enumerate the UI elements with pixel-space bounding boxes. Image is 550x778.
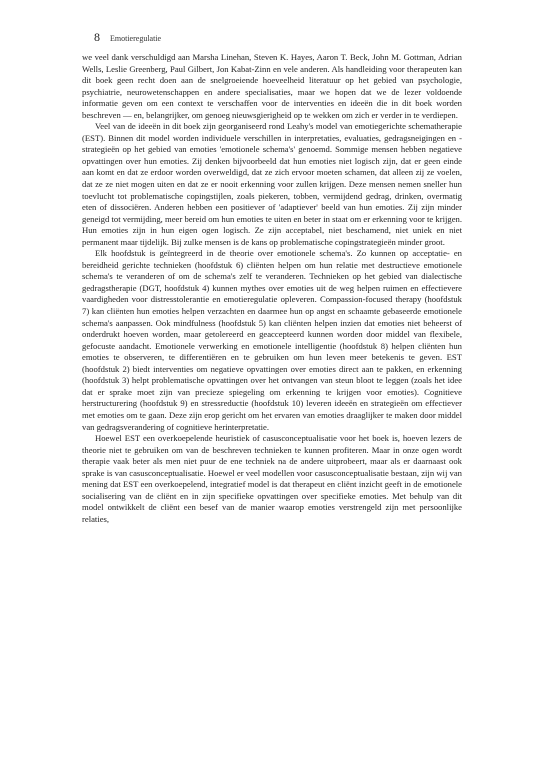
paragraph: Hoewel EST een overkoepelende heuristiek of casusconceptualisatie voor het boek is, hoeven lezers de theorie niet te gebruiken om van de beschreven technieken te kunnen profiteren. Maar in onze ogen wordt therapie vaak beter als men niet puur de ene techniek na de andere uitprobeert, maar als er daarnaast ook sprake is van casusconceptualisatie. Hoewel er veel modellen voor casusconceptualisatie bestaan, zijn wij van mening dat EST een overkoepelend, integratief model is dat therapeut en cliënt inzicht geeft in de emotionele socialisering van de cliënt en in zijn specifieke opvattingen over specifieke emoties. Met behulp van dit model ontwikkelt de cliënt een besef van de manier waarop emoties verstrengeld zijn met persoonlijke relaties,	[82, 433, 462, 524]
body-text	[82, 52, 462, 525]
paragraph: Elk hoofdstuk is geïntegreerd in de theorie over emotionele schema's. Zo kunnen op acceptatie- en bereidheid gerichte technieken (hoofdstuk 6) cliënten helpen om hun relatie met destructieve emotionele schema's te veranderen of om de schema's zelf te veranderen. Technieken op het gebied van dialectische gedragstherapie (DGT, hoofdstuk 4) kunnen mythes over emoties uit de weg helpen ruimen en effectievere vaardigheden voor distresstolerantie en emotieregulatie opleveren. Compassion-focused therapy (hoofdstuk 7) kan cliënten hun emoties helpen verzachten en daarmee hun op angst en schaamte gebaseerde emotionele schema's aanpassen. Ook mindfulness (hoofdstuk 5) kan cliënten helpen inzien dat emoties niet beheerst of onderdrukt hoeven worden, maar getolereerd en geaccepteerd kunnen worden door middel van flexibele, gefocuste aandacht. Emotionele verwerking en emotionele intelligentie (hoofdstuk 8) helpen cliënten hun emoties te observeren, te differentiëren en te gebruiken om hun leven meer betekenis te geven. EST (hoofdstuk 2) biedt interventies om negatieve opvattingen over emoties direct aan te pakken, en erkenning (hoofdstuk 3) helpt problematische opvattingen over het ontvangen van steun bloot te leggen (zoals het idee dat er sprake moet zijn van precieze spiegeling om erkenning te krijgen voor emoties). Cognitieve herstructurering (hoofdstuk 9) en stressreductie (hoofdstuk 10) leveren ideeën en strategieën om effectiever met emoties om te gaan. Deze zijn erop gericht om het ervaren van emoties draaglijker te maken door middel van gedragsverandering of cognitieve herinterpretatie.	[82, 248, 462, 432]
paragraph: Veel van de ideeën in dit boek zijn georganiseerd rond Leahy's model van emotiegerichte schematherapie (EST). Binnen dit model worden individuele verschillen in interpretaties, evaluaties, gedragsneigingen en -strategieën op het gebied van emoties 'emotionele schema's' genoemd. Sommige mensen hebben negatieve opvattingen over hun emoties. Zij denken bijvoorbeeld dat hun emoties niet logisch zijn, dat er geen einde aan komt en dat ze erdoor worden overweldigd, dat ze zich ervoor moeten schamen, dat alleen zij ze voelen, dat ze ze niet mogen uiten en dat ze er nooit erkenning voor zullen krijgen. Deze mensen nemen sneller hun toevlucht tot problematische copingstijlen, zoals piekeren, tobben, vermijdend gedrag, drinken, overmatig eten of dissociëren. Anderen hebben een positiever of 'adaptiever' beeld van hun emoties. Zij zijn minder geneigd tot vermijding, meer bereid om hun emoties te uiten en beter in staat om er erkenning voor te krijgen. Hun emoties zijn in hun eigen ogen logisch. Ze zijn acceptabel, niet beschamend, niet uniek en niet permanent maar tijdelijk. Bij zulke mensen is de kans op problematische copingstrategieën minder groot.	[82, 121, 462, 247]
page-number: 8	[94, 30, 100, 44]
paragraph: we veel dank verschuldigd aan Marsha Linehan, Steven K. Hayes, Aaron T. Beck, John M. Gottman, Adrian Wells, Leslie Greenberg, Paul Gilbert, Jon Kabat-Zinn en vele anderen. Als handleiding voor therapeuten kan dit boek geen recht doen aan de snelgroeiende hoeveelheid literatuur op het gebied van psychologie, psychiatrie, neurowetenschappen en andere specialisaties, maar we hopen dat we de lezer voldoende informatie geven om een context te verschaffen voor de interventies en ideeën die in dit boek worden beschreven — en, belangrijker, om genoeg nieuwsgierigheid op te wekken om zich er verder in te verdiepen.	[82, 52, 462, 120]
running-head	[94, 30, 161, 45]
running-title: Emotieregulatie	[110, 34, 162, 43]
